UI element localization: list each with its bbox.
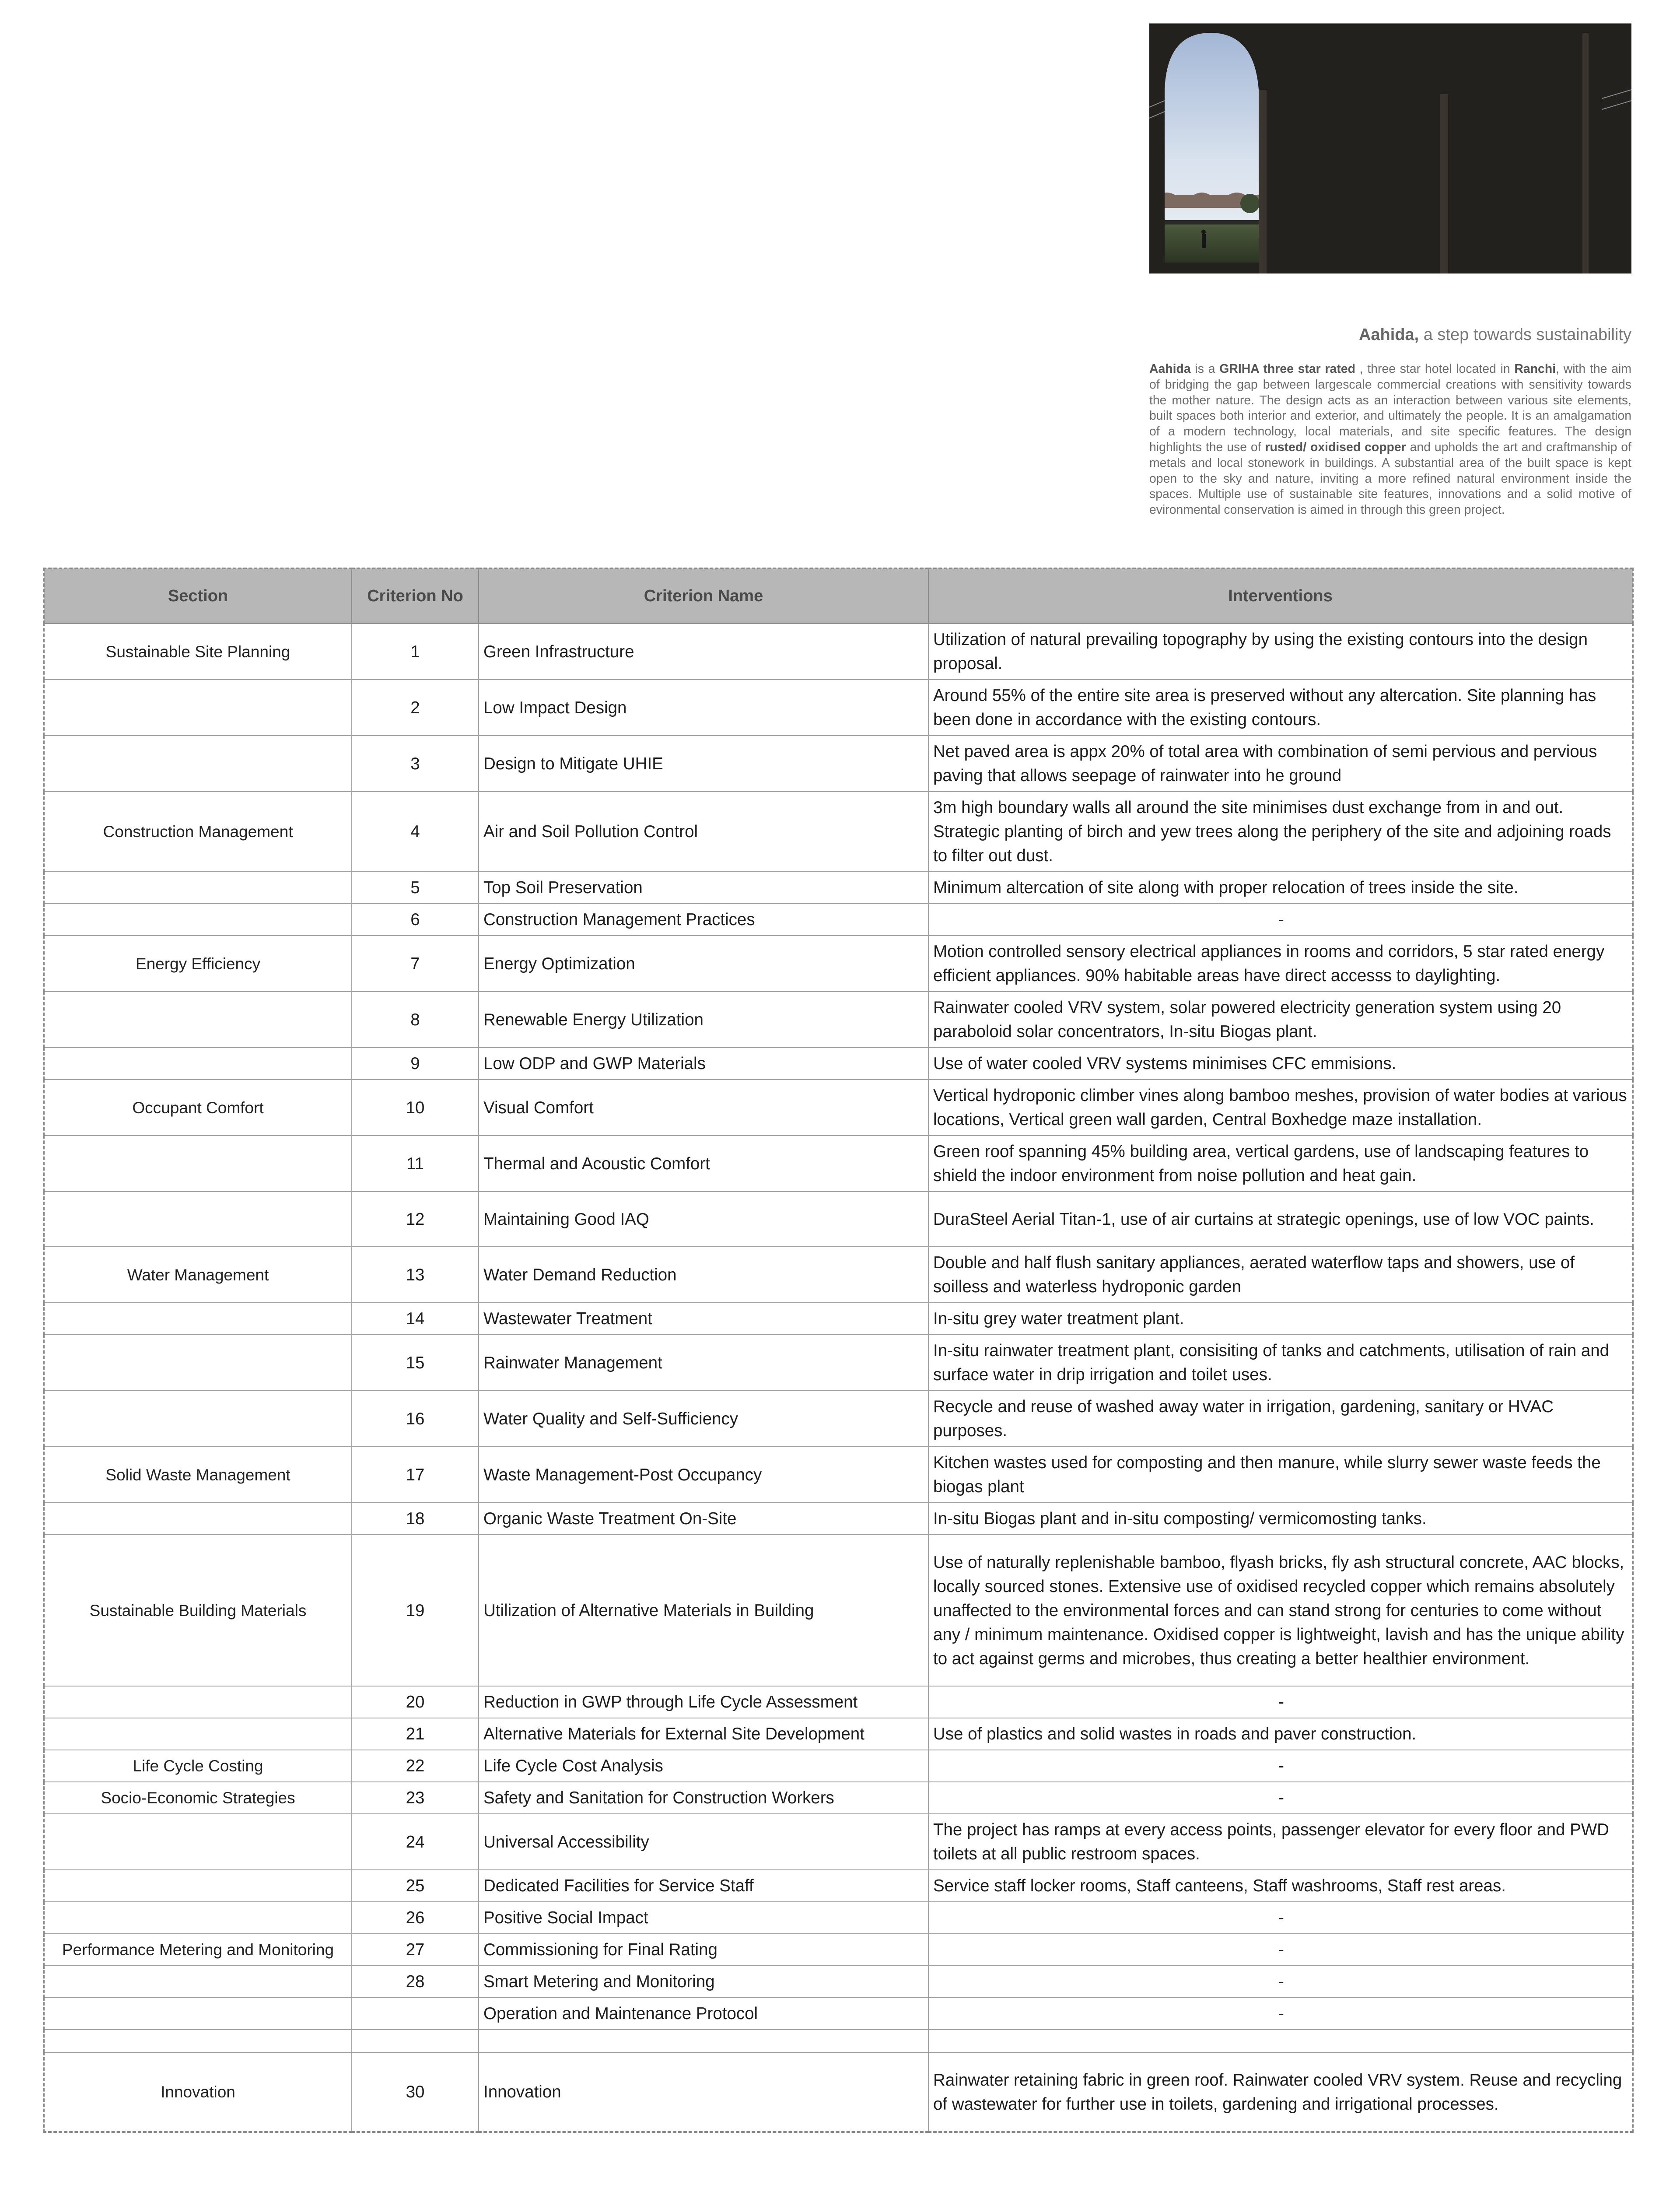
table-row — [44, 1080, 1633, 1136]
project-title-tagline: a step towards sustainability — [1419, 326, 1631, 344]
criterion-no-cell: 30 — [352, 2052, 479, 2132]
intervention-cell: - — [928, 1934, 1633, 1966]
section-cell — [44, 1192, 352, 1247]
criterion-name-cell: Innovation — [479, 2052, 928, 2132]
criterion-name-cell: Construction Management Practices — [479, 904, 928, 936]
description-highlight: rusted/ oxidised copper — [1265, 440, 1406, 454]
project-title-name: Aahida, — [1358, 326, 1419, 344]
header-criterion-no: Criterion No — [352, 568, 479, 624]
criterion-no-cell: 8 — [352, 992, 479, 1048]
criterion-no-cell: 7 — [352, 936, 479, 992]
table-row — [44, 1303, 1633, 1335]
intervention-cell: Rainwater cooled VRV system, solar powered electricity generation system using 20 paraboloid solar concentrators, In-situ Biogas plant. — [928, 992, 1633, 1048]
table-row — [44, 1335, 1633, 1391]
intervention-cell: - — [928, 1750, 1633, 1782]
criterion-name-cell: Positive Social Impact — [479, 1902, 928, 1934]
criterion-no-cell: 16 — [352, 1391, 479, 1447]
intervention-cell: Rainwater retaining fabric in green roof. Rainwater cooled VRV system. Reuse and recycling of wastewater for further use in toilets, gardening and irrigational processes. — [928, 2052, 1633, 2132]
section-cell — [44, 1136, 352, 1192]
criterion-no-cell: 26 — [352, 1902, 479, 1934]
criterion-no-cell: 12 — [352, 1192, 479, 1247]
table-row — [44, 992, 1633, 1048]
criterion-no-cell: 18 — [352, 1503, 479, 1535]
section-cell — [44, 680, 352, 736]
criterion-name-cell: Water Demand Reduction — [479, 1247, 928, 1303]
criterion-no-cell: 9 — [352, 1048, 479, 1080]
intervention-cell: Minimum altercation of site along with proper relocation of trees inside the site. — [928, 872, 1633, 904]
criterion-name-cell: Air and Soil Pollution Control — [479, 792, 928, 872]
criterion-name-cell: Operation and Maintenance Protocol — [479, 1998, 928, 2030]
table-row — [44, 936, 1633, 992]
criterion-name-cell: Organic Waste Treatment On-Site — [479, 1503, 928, 1535]
section-cell — [44, 1391, 352, 1447]
criterion-no-cell: 10 — [352, 1080, 479, 1136]
project-title — [1149, 326, 1631, 344]
table-row — [44, 1814, 1633, 1870]
criterion-name-cell: Thermal and Acoustic Comfort — [479, 1136, 928, 1192]
criterion-no-cell: 11 — [352, 1136, 479, 1192]
section-cell: Construction Management — [44, 792, 352, 872]
section-cell — [44, 872, 352, 904]
intervention-cell: Use of water cooled VRV systems minimises CFC emmisions. — [928, 1048, 1633, 1080]
intervention-cell: Vertical hydroponic climber vines along bamboo meshes, provision of water bodies at various locations, Vertical green wall garden, Central Boxhedge maze installation. — [928, 1080, 1633, 1136]
intervention-cell: Double and half flush sanitary appliances, aerated waterflow taps and showers, use of soilless and waterless hydroponic garden — [928, 1247, 1633, 1303]
criterion-no-cell: 14 — [352, 1303, 479, 1335]
criterion-no-cell: 3 — [352, 736, 479, 792]
criterion-name-cell: Life Cycle Cost Analysis — [479, 1750, 928, 1782]
intervention-cell: The project has ramps at every access points, passenger elevator for every floor and PWD toilets at all public restroom spaces. — [928, 1814, 1633, 1870]
section-cell — [44, 2030, 352, 2052]
table-row — [44, 1391, 1633, 1447]
section-cell — [44, 1870, 352, 1902]
criterion-name-cell: Water Quality and Self-Sufficiency — [479, 1391, 928, 1447]
section-cell: Sustainable Building Materials — [44, 1535, 352, 1686]
section-cell — [44, 992, 352, 1048]
criterion-name-cell: Green Infrastructure — [479, 624, 928, 680]
criterion-name-cell: Universal Accessibility — [479, 1814, 928, 1870]
header-section: Section — [44, 568, 352, 624]
criterion-no-cell — [352, 2030, 479, 2052]
table-row — [44, 1192, 1633, 1247]
griha-criteria-table — [43, 568, 1634, 2133]
description-text: is a — [1190, 362, 1220, 376]
criterion-name-cell: Utilization of Alternative Materials in Building — [479, 1535, 928, 1686]
criterion-name-cell: Dedicated Facilities for Service Staff — [479, 1870, 928, 1902]
intervention-cell: Utilization of natural prevailing topography by using the existing contours into the design proposal. — [928, 624, 1633, 680]
table-row — [44, 1136, 1633, 1192]
intervention-cell: - — [928, 904, 1633, 936]
criterion-no-cell: 13 — [352, 1247, 479, 1303]
table-row — [44, 1503, 1633, 1535]
criterion-no-cell: 17 — [352, 1447, 479, 1503]
criterion-no-cell: 22 — [352, 1750, 479, 1782]
intervention-cell: Around 55% of the entire site area is preserved without any altercation. Site planning has been done in accordance with the existing contours. — [928, 680, 1633, 736]
criterion-no-cell: 21 — [352, 1718, 479, 1750]
section-cell: Energy Efficiency — [44, 936, 352, 992]
description-highlight: GRIHA three star rated — [1219, 362, 1355, 376]
criterion-name-cell: Energy Optimization — [479, 936, 928, 992]
intervention-cell: - — [928, 1782, 1633, 1814]
header-criterion-name: Criterion Name — [479, 568, 928, 624]
intervention-cell: In-situ grey water treatment plant. — [928, 1303, 1633, 1335]
section-cell: Socio-Economic Strategies — [44, 1782, 352, 1814]
intervention-cell: Green roof spanning 45% building area, vertical gardens, use of landscaping features to shield the indoor environment from noise pollution and heat gain. — [928, 1136, 1633, 1192]
table-row — [44, 1966, 1633, 1998]
criterion-no-cell — [352, 1998, 479, 2030]
section-cell — [44, 1503, 352, 1535]
criterion-name-cell: Top Soil Preservation — [479, 872, 928, 904]
section-cell: Occupant Comfort — [44, 1080, 352, 1136]
intervention-cell: Use of naturally replenishable bamboo, flyash bricks, fly ash structural concrete, AAC blocks, locally sourced stones. Extensive use of oxidised recycled copper which remains absolutely unaffected to the environmental forces and can stand strong for centuries to come without any / minimum maintenance. Oxidised copper is lightweight, lavish and has the unique ability to act against germs and microbes, thus creating a better healthier environment. — [928, 1535, 1633, 1686]
criterion-no-cell: 28 — [352, 1966, 479, 1998]
project-description — [1149, 361, 1631, 518]
intervention-cell: DuraSteel Aerial Titan-1, use of air curtains at strategic openings, use of low VOC paints. — [928, 1192, 1633, 1247]
table-row — [44, 1934, 1633, 1966]
criterion-no-cell: 23 — [352, 1782, 479, 1814]
criterion-name-cell: Design to Mitigate UHIE — [479, 736, 928, 792]
table-row — [44, 1998, 1633, 2030]
intervention-cell: 3m high boundary walls all around the site minimises dust exchange from in and out. Strategic planting of birch and yew trees along the periphery of the site and adjoining roads to filter out dust. — [928, 792, 1633, 872]
criterion-name-cell: Maintaining Good IAQ — [479, 1192, 928, 1247]
intervention-cell: Net paved area is appx 20% of total area with combination of semi pervious and pervious paving that allows seepage of rainwater into he ground — [928, 736, 1633, 792]
section-cell — [44, 904, 352, 936]
description-highlight: Ranchi — [1514, 362, 1556, 376]
section-cell — [44, 1814, 352, 1870]
criterion-name-cell: Renewable Energy Utilization — [479, 992, 928, 1048]
section-cell: Performance Metering and Monitoring — [44, 1934, 352, 1966]
table-row — [44, 1686, 1633, 1718]
criterion-no-cell: 5 — [352, 872, 479, 904]
intervention-cell: - — [928, 1686, 1633, 1718]
description-highlight: Aahida — [1149, 362, 1191, 376]
criterion-no-cell: 27 — [352, 1934, 479, 1966]
section-cell — [44, 736, 352, 792]
criterion-name-cell — [479, 2030, 928, 2052]
table-row — [44, 1782, 1633, 1814]
section-cell: Water Management — [44, 1247, 352, 1303]
intervention-cell: - — [928, 1966, 1633, 1998]
table-row — [44, 1535, 1633, 1686]
intervention-cell: In-situ Biogas plant and in-situ composting/ vermicomosting tanks. — [928, 1503, 1633, 1535]
table-row — [44, 904, 1633, 936]
intervention-cell: - — [928, 1998, 1633, 2030]
table-row — [44, 792, 1633, 872]
table-row — [44, 1750, 1633, 1782]
table-row — [44, 1247, 1633, 1303]
criterion-no-cell: 15 — [352, 1335, 479, 1391]
criterion-no-cell: 25 — [352, 1870, 479, 1902]
table-row — [44, 1902, 1633, 1934]
intervention-cell: Kitchen wastes used for composting and then manure, while slurry sewer waste feeds the biogas plant — [928, 1447, 1633, 1503]
table-row — [44, 1447, 1633, 1503]
section-cell — [44, 1902, 352, 1934]
section-cell — [44, 1048, 352, 1080]
arched-pavilion-illustration — [1149, 24, 1631, 274]
intervention-cell: Motion controlled sensory electrical appliances in rooms and corridors, 5 star rated energy efficient appliances. 90% habitable areas have direct accesss to daylighting. — [928, 936, 1633, 992]
table-row — [44, 736, 1633, 792]
criterion-no-cell: 19 — [352, 1535, 479, 1686]
description-text: and upholds the art and craftmanship of metals and local stonework in buildings. A substantial area of the built space is kept open to the sky and nature, inviting a more refined natural environment inside the spaces. Multiple use of sustainable site features, innovations and a solid motive of evironmental conservation is aimed in through this green project. — [1149, 440, 1631, 517]
section-cell — [44, 1303, 352, 1335]
section-cell — [44, 1718, 352, 1750]
table-row — [44, 872, 1633, 904]
section-cell: Life Cycle Costing — [44, 1750, 352, 1782]
criterion-no-cell: 20 — [352, 1686, 479, 1718]
table-row — [44, 1048, 1633, 1080]
table-row — [44, 2030, 1633, 2052]
criterion-no-cell: 4 — [352, 792, 479, 872]
criterion-name-cell: Visual Comfort — [479, 1080, 928, 1136]
criterion-no-cell: 6 — [352, 904, 479, 936]
criterion-name-cell: Alternative Materials for External Site Development — [479, 1718, 928, 1750]
description-text: , with the aim of bridging the gap between largescale commercial creations with sensitivity towards the mother nature. The design acts as an interaction between various site elements, built spaces both interior and exterior, and ultimately the people. It is an amalgamation of a modern technology, local materials, and site specific features. The design highlights the use of — [1149, 362, 1631, 454]
intervention-cell: In-situ rainwater treatment plant, consisiting of tanks and catchments, utilisation of rain and surface water in drip irrigation and toilet uses. — [928, 1335, 1633, 1391]
section-cell — [44, 1335, 352, 1391]
table-row — [44, 680, 1633, 736]
section-cell: Solid Waste Management — [44, 1447, 352, 1503]
section-cell: Innovation — [44, 2052, 352, 2132]
criterion-name-cell: Low ODP and GWP Materials — [479, 1048, 928, 1080]
table-row — [44, 1870, 1633, 1902]
criterion-name-cell: Reduction in GWP through Life Cycle Assessment — [479, 1686, 928, 1718]
criterion-no-cell: 2 — [352, 680, 479, 736]
criterion-name-cell: Smart Metering and Monitoring — [479, 1966, 928, 1998]
criterion-no-cell: 24 — [352, 1814, 479, 1870]
intervention-cell: - — [928, 1902, 1633, 1934]
table-row — [44, 1718, 1633, 1750]
hero-render-image — [1149, 23, 1631, 274]
description-text: , three star hotel located in — [1355, 362, 1515, 376]
criterion-name-cell: Rainwater Management — [479, 1335, 928, 1391]
header-interventions: Interventions — [928, 568, 1633, 624]
criterion-name-cell: Safety and Sanitation for Construction Workers — [479, 1782, 928, 1814]
section-cell — [44, 1998, 352, 2030]
section-cell: Sustainable Site Planning — [44, 624, 352, 680]
intervention-cell: Service staff locker rooms, Staff canteens, Staff washrooms, Staff rest areas. — [928, 1870, 1633, 1902]
intervention-cell — [928, 2030, 1633, 2052]
criterion-name-cell: Low Impact Design — [479, 680, 928, 736]
table-row — [44, 2052, 1633, 2132]
criterion-no-cell: 1 — [352, 624, 479, 680]
intervention-cell: Use of plastics and solid wastes in roads and paver construction. — [928, 1718, 1633, 1750]
criterion-name-cell: Commissioning for Final Rating — [479, 1934, 928, 1966]
criterion-name-cell: Waste Management-Post Occupancy — [479, 1447, 928, 1503]
table-header-row — [44, 568, 1633, 624]
section-cell — [44, 1966, 352, 1998]
intervention-cell: Recycle and reuse of washed away water in irrigation, gardening, sanitary or HVAC purposes. — [928, 1391, 1633, 1447]
table-row — [44, 624, 1633, 680]
criterion-name-cell: Wastewater Treatment — [479, 1303, 928, 1335]
section-cell — [44, 1686, 352, 1718]
